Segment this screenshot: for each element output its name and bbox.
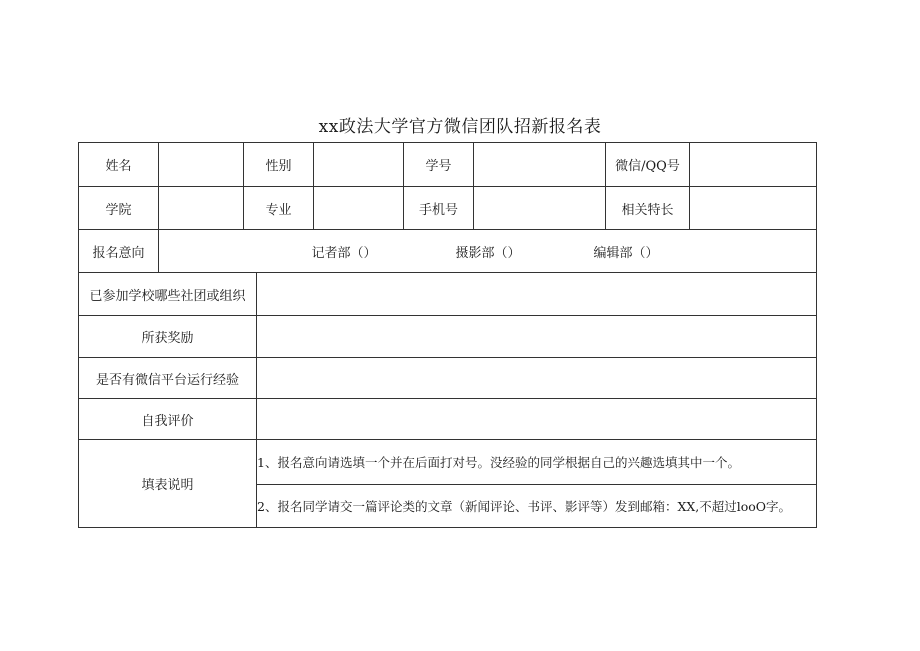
- label-skills: 相关特长: [621, 202, 674, 218]
- input-clubs[interactable]: [257, 273, 816, 315]
- label-instructions: 填表说明: [141, 478, 194, 493]
- input-name[interactable]: [159, 143, 243, 186]
- label-awards: 所获奖励: [141, 331, 194, 346]
- registration-table: [78, 142, 817, 528]
- input-gender[interactable]: [314, 143, 403, 186]
- input-major[interactable]: [314, 187, 403, 229]
- input-student-id[interactable]: [474, 143, 605, 186]
- label-intention: 报名意向: [92, 245, 145, 261]
- label-college: 学院: [105, 202, 132, 218]
- input-wechat-experience[interactable]: [257, 358, 816, 398]
- input-college[interactable]: [159, 187, 243, 229]
- label-wechat-qq: 微信/QQ号: [615, 159, 680, 174]
- option-photography[interactable]: 摄影部（）: [455, 245, 521, 261]
- option-editorial[interactable]: 编辑部（）: [593, 245, 659, 261]
- label-self-evaluation: 自我评价: [141, 413, 194, 429]
- label-gender: 性别: [265, 159, 292, 174]
- form-title: xx政法大学官方微信团队招新报名表: [318, 117, 602, 137]
- label-phone: 手机号: [418, 202, 458, 218]
- instruction-note-1: 1、报名意向请选填一个并在后面打对号。没经验的同学根据自己的兴趣选填其中一个。: [257, 455, 740, 470]
- label-student-id: 学号: [425, 159, 452, 174]
- input-awards[interactable]: [257, 316, 816, 357]
- input-phone[interactable]: [474, 187, 605, 229]
- label-major: 专业: [265, 202, 292, 218]
- label-name: 姓名: [105, 159, 132, 174]
- option-reporter[interactable]: 记者部（）: [311, 245, 377, 261]
- label-wechat-experience: 是否有微信平台运行经验: [95, 372, 239, 388]
- instruction-note-2: 2、报名同学请交一篇评论类的文章（新闻评论、书评、影评等）发到邮箱：XX,不超过looO字。: [257, 499, 792, 514]
- label-clubs: 已参加学校哪些社团或组织: [89, 288, 246, 304]
- input-wechat-qq[interactable]: [690, 143, 816, 186]
- input-skills[interactable]: [690, 187, 816, 229]
- input-self-evaluation[interactable]: [257, 399, 816, 439]
